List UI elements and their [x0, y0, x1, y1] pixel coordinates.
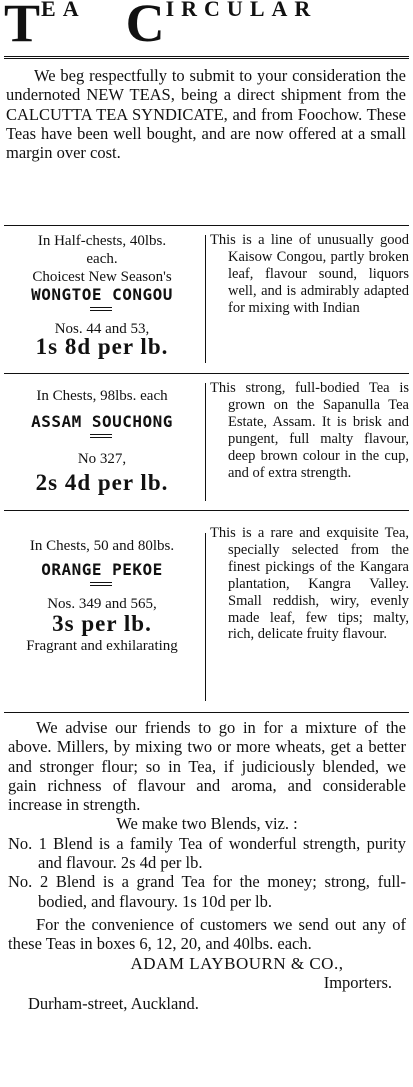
- column-divider: [205, 533, 206, 701]
- tea-listing-orange-pekoe: [4, 513, 409, 708]
- packing-line-1: In Chests, 50 and 80lbs.: [29, 538, 175, 554]
- tea-listing-assam: [4, 377, 409, 505]
- tea-description: This strong, full-bodied Tea is grown on the Sapanulla Tea Estate, Assam. It is brisk and pungent, full malty flavour, deep brown colour in the cup, and of extra strength.: [210, 380, 409, 481]
- box-divider-3: [4, 510, 409, 511]
- tea-numbers: No 327,: [77, 451, 127, 467]
- firm-role: Importers.: [323, 972, 392, 992]
- packing-line-1: In Chests, 98lbs. each: [36, 388, 168, 404]
- tea-left-column: [4, 387, 200, 495]
- title-rest-ircular: IRCULAR: [165, 0, 318, 21]
- box-divider-4: [4, 712, 409, 713]
- tea-left-column: [4, 232, 200, 359]
- blends-heading: We make two Blends, viz. :: [116, 814, 298, 834]
- tea-label: Choicest New Season's: [32, 269, 172, 285]
- tea-name: ASSAM SOUCHONG: [31, 412, 173, 431]
- tea-listing-wongtoe: [4, 229, 409, 372]
- title-initial-t: T: [4, 0, 42, 53]
- tea-price: 3s per lb.: [52, 611, 152, 636]
- blend-1: No. 1 Blend is a family Tea of wonderful strength, purity and flavour. 2s 4d per lb.: [8, 833, 406, 873]
- closing-text: [8, 718, 406, 1013]
- tea-name: ORANGE PEKOE: [41, 560, 163, 579]
- tea-numbers: Nos. 44 and 53,: [54, 321, 150, 337]
- tea-description: This is a rare and exquisite Tea, specially selected from the finest pickings of the Kangara plantation, Kangra Valley. Small reddish, wiry, evenly made leaf, few tips; malty, rich, delicate fruity flavour.: [210, 525, 409, 643]
- blend-2: No. 2 Blend is a grand Tea for the money; strong, full-bodied, and flavoury. 1s 10d per lb.: [8, 872, 406, 911]
- tea-name: WONGTOE CONGOU: [31, 285, 173, 304]
- tea-left-column: [4, 537, 200, 655]
- tea-price: 1s 8d per lb.: [35, 334, 169, 359]
- separator-dash: [4, 431, 200, 441]
- title-rest-ea: EA: [41, 0, 86, 21]
- advertisement-title: [4, 0, 409, 58]
- convenience-paragraph: For the convenience of customers we send out any of these Teas in boxes 6, 12, 20, and 40lbs. each.: [8, 914, 406, 954]
- title-double-rule: [4, 56, 409, 62]
- separator-dash: [4, 304, 200, 314]
- column-divider: [205, 383, 206, 501]
- tea-numbers: Nos. 349 and 565,: [47, 596, 157, 612]
- firm-address: Durham-street, Auckland.: [28, 994, 199, 1014]
- advice-paragraph: We advise our friends to go in for a mixture of the above. Millers, by mixing two or more wheats, get a better and stronger flour; so in Tea, if judiciously blended, we gain richness of flavour and aroma, and considerable increase in strength.: [8, 718, 406, 815]
- title-initial-c: C: [125, 0, 166, 53]
- tea-description: This is a line of unusually good Kaisow Congou, partly broken leaf, flavour sound, liquors well, and is admirably adapted for mixing with Indian: [210, 232, 409, 316]
- tea-extra-note: Fragrant and exhilarating: [26, 638, 178, 654]
- separator-dash: [4, 579, 200, 589]
- intro-paragraph: We beg respectfully to submit to your consideration the undernoted NEW TEAS, being a direct shipment from the CALCUTTA TEA SYNDICATE, and from Foochow. These Teas have been well bought, and are now offered at a small margin over cost.: [6, 66, 406, 163]
- packing-line-2: each.: [86, 251, 118, 267]
- tea-price: 2s 4d per lb.: [35, 470, 169, 495]
- box-divider-2: [4, 373, 409, 374]
- box-divider-1: [4, 225, 409, 226]
- column-divider: [205, 235, 206, 363]
- firm-name: ADAM LAYBOURN & CO.,: [130, 953, 344, 973]
- packing-line-1: In Half-chests, 40lbs.: [37, 233, 167, 249]
